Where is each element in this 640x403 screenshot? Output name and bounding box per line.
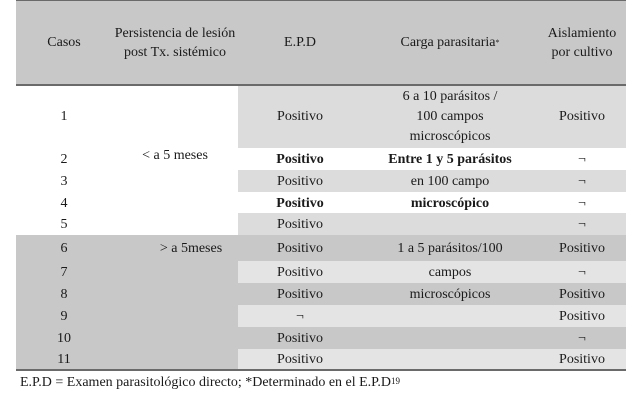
table-cell-aislamiento: ¬ — [578, 216, 586, 232]
table-cell-aislamiento: Positivo — [559, 352, 605, 367]
table-row-caso: 1 — [60, 109, 68, 124]
table-row-caso: 3 — [60, 173, 68, 189]
carga-line: 1 a 5 parásitos/100 — [397, 240, 503, 256]
footnote-text: E.P.D = Examen parasitológico directo; *Determinado en el E.P.D — [20, 375, 392, 390]
results-table — [16, 0, 626, 370]
carga-line: en 100 campo — [410, 173, 490, 189]
table-row-caso: 7 — [60, 264, 68, 280]
table-cell-epd: ¬ — [296, 308, 304, 324]
table-cell-aislamiento: Positivo — [559, 109, 605, 124]
table-cell-epd: Positivo — [277, 286, 323, 302]
table-row-caso: 5 — [60, 216, 68, 232]
table-row-caso: 4 — [60, 195, 68, 211]
table-row-caso: 11 — [57, 352, 71, 367]
table-cell-epd: Positivo — [277, 240, 323, 256]
table-cell-epd: Positivo — [277, 264, 323, 280]
table-cell-aislamiento: ¬ — [578, 173, 586, 189]
table-cell-aislamiento: ¬ — [578, 195, 586, 211]
table-cell-epd: Positivo — [277, 173, 323, 189]
header-carga-mark: * — [495, 38, 500, 47]
carga-line: microscópicos — [409, 286, 491, 302]
table-cell-epd: Positivo — [277, 109, 323, 124]
table-cell-epd: Positivo — [277, 330, 323, 346]
group1-label: < a 5 meses — [142, 147, 208, 163]
table-cell-epd: Positivo — [277, 216, 323, 232]
header-epd: E.P.D — [284, 35, 316, 50]
table-row-caso: 6 — [60, 240, 68, 256]
header-casos: Casos — [47, 35, 81, 50]
table-cell-aislamiento: Positivo — [559, 308, 605, 324]
table-cell-aislamiento: Positivo — [559, 286, 605, 302]
table-cell-aislamiento: ¬ — [578, 264, 586, 280]
footnote-ref: 19 — [391, 376, 401, 386]
table-footnote — [20, 374, 400, 392]
table-cell-aislamiento: ¬ — [578, 330, 586, 346]
carga-line: campos — [428, 264, 472, 280]
table-row-caso: 9 — [60, 308, 68, 324]
table-row-caso: 2 — [60, 151, 68, 167]
table-cell-aislamiento: Positivo — [559, 240, 605, 256]
table-cell-epd: Positivo — [276, 151, 324, 167]
carga-line: 100 campos — [416, 108, 484, 124]
carga-line: microscópico — [410, 195, 490, 211]
table-cell-epd: Positivo — [276, 195, 324, 211]
header-aislamiento: Aislamiento por cultivo — [547, 25, 617, 60]
table-cell-aislamiento: ¬ — [578, 151, 586, 167]
carga-line: 6 a 10 parásitos / — [402, 88, 498, 104]
header-persistencia: Persistencia de lesión post Tx. sistémico — [114, 25, 236, 60]
table-cell-epd: Positivo — [277, 352, 323, 367]
table-row-caso: 10 — [57, 330, 71, 346]
table-row-caso: 8 — [60, 286, 68, 302]
carga-line: Entre 1 y 5 parásitos — [388, 151, 512, 167]
carga-line: microscópicos — [409, 128, 491, 144]
header-carga — [362, 0, 538, 85]
group2-label: > a 5meses — [159, 240, 223, 256]
header-carga-label: Carga parasitaria — [400, 35, 496, 50]
